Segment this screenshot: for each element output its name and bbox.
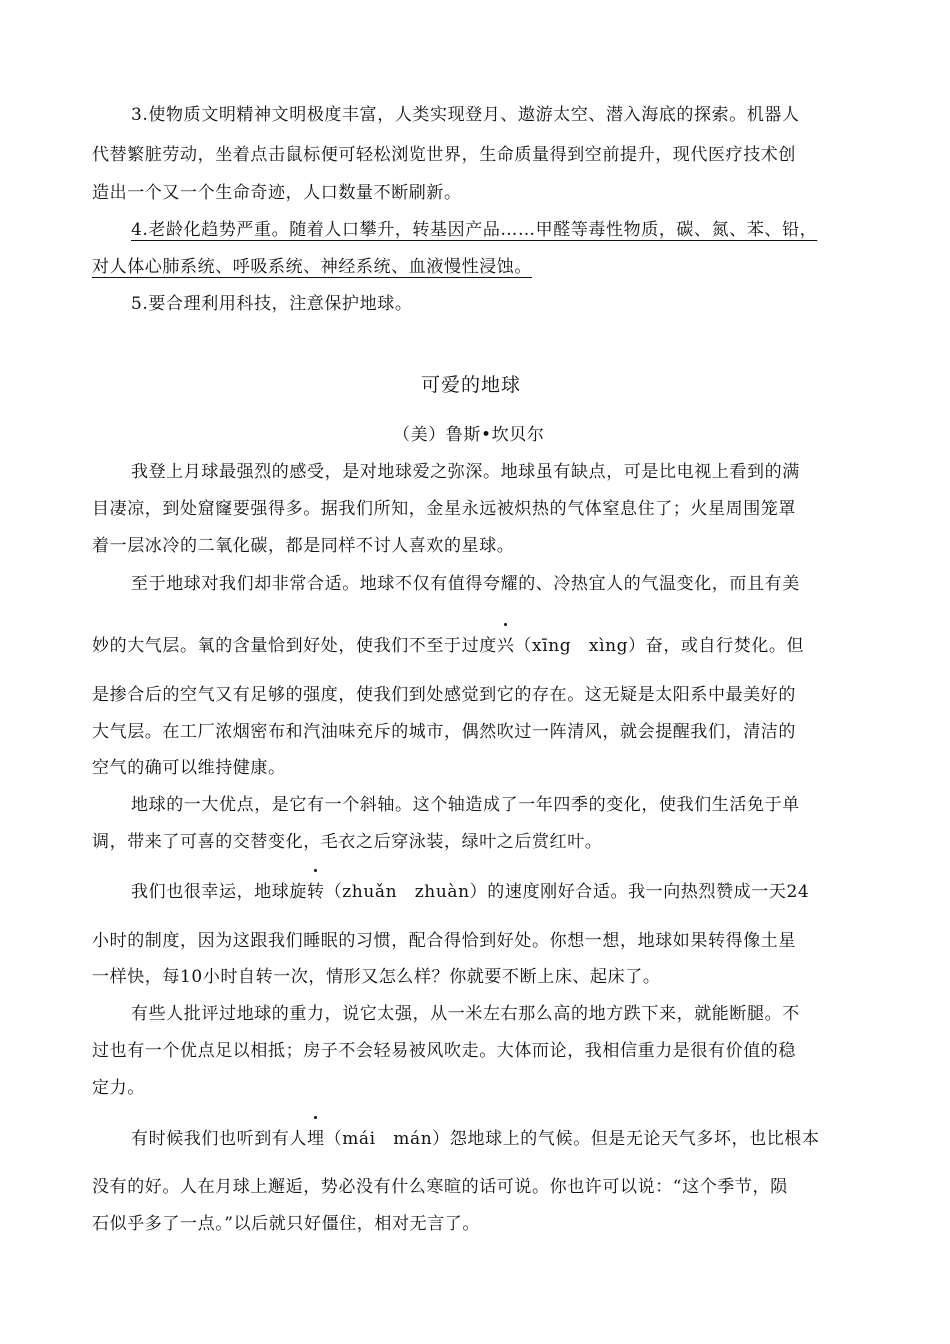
paragraph-line: 地球的一大优点，是它有一个斜轴。这个轴造成了一年四季的变化，使我们生活免于单 [131, 795, 800, 815]
article-author: （美）鲁斯•坎贝尔 [393, 425, 545, 445]
paragraph-line: 没有的好。人在月球上邂逅，势必没有什么寒暄的话可说。你也许可以说：“这个季节，陨 [92, 1177, 788, 1197]
paragraph-line: 是掺合后的空气又有足够的强度，使我们到处感觉到它的存在。这无疑是太阳系中最美好的 [92, 685, 796, 705]
article-title: 可爱的地球 [421, 374, 522, 396]
text-run: 我们也很幸运，地球旋 [131, 882, 307, 902]
paragraph-line [131, 877, 809, 902]
paragraph-line: 空气的确可以维持健康。 [92, 758, 286, 778]
paragraph-line: 至于地球对我们却非常合适。地球不仅有值得夸耀的、冷热宜人的气温变化，而且有美 [131, 574, 800, 594]
paragraph-line: 石似乎多了一点。”以后就只好僵住，相对无言了。 [92, 1214, 480, 1234]
emphasized-character: 兴 [497, 631, 515, 656]
list-item-3-line-1: 3.使物质文明精神文明极度丰富，人类实现登月、遨游太空、潜入海底的探索。机器人 [131, 105, 800, 125]
paragraph-line: 我登上月球最强烈的感受，是对地球爱之弥深。地球虽有缺点，可是比电视上看到的满 [131, 462, 800, 482]
paragraph-line: 目凄凉，到处窟窿要强得多。据我们所知，金星永远被炽热的气体窒息住了；火星周围笼罩 [92, 499, 796, 519]
paragraph-line [131, 1124, 820, 1149]
paragraph-line: 一样快，每10小时自转一次，情形又怎么样？你就要不断上床、起床了。 [92, 967, 661, 987]
list-item-4-line-1: 4.老龄化趋势严重。随着人口攀升，转基因产品……甲醛等毒性物质，碳、氮、苯、铅， [131, 220, 818, 240]
list-item-5: 5.要合理利用科技，注意保护地球。 [131, 294, 413, 314]
paragraph-line: 大气层。在工厂浓烟密布和汽油味充斥的城市，偶然吹过一阵清风，就会提醒我们，清洁的 [92, 722, 796, 742]
emphasized-character: 埋 [307, 1124, 325, 1149]
list-item-3-line-2: 代替繁脏劳动，坐着点击鼠标便可轻松浏览世界，生命质量得到空前提升，现代医疗技术创 [92, 145, 796, 165]
paragraph-line [92, 631, 804, 656]
pinyin-annotation: （zhuǎn zhuàn）的速度刚好合适。我一向热烈赞成一天24 [324, 882, 810, 902]
list-item-4-line-2: 对人体心肺系统、呼吸系统、神经系统、血液慢性浸蚀。 [92, 257, 532, 277]
text-run: 有时候我们也听到有人 [131, 1129, 307, 1149]
paragraph-line: 调，带来了可喜的交替变化，毛衣之后穿泳装，绿叶之后赏红叶。 [92, 832, 603, 852]
paragraph-line: 定力。 [92, 1078, 145, 1098]
text-run: 妙的大气层。氧的含量恰到好处，使我们不至于过度 [92, 636, 497, 656]
pinyin-annotation: （mái mán）怨地球上的气候。但是无论天气多坏，也比根本 [324, 1129, 820, 1149]
pinyin-annotation: （xīng xìng）奋，或自行焚化。但 [514, 636, 805, 656]
paragraph-line: 着一层冰冷的二氧化碳，都是同样不讨人喜欢的星球。 [92, 536, 515, 556]
paragraph-line: 小时的制度，因为这跟我们睡眠的习惯，配合得恰到好处。你想一想，地球如果转得像土星 [92, 931, 796, 951]
emphasized-character: 转 [307, 877, 325, 902]
paragraph-line: 过也有一个优点足以相抵；房子不会轻易被风吹走。大体而论，我相信重力是很有价值的稳 [92, 1041, 796, 1061]
list-item-3-line-3: 造出一个又一个生命奇迹，人口数量不断刷新。 [92, 183, 462, 203]
paragraph-line: 有些人批评过地球的重力，说它太强，从一米左右那么高的地方跌下来，就能断腿。不 [131, 1004, 800, 1024]
